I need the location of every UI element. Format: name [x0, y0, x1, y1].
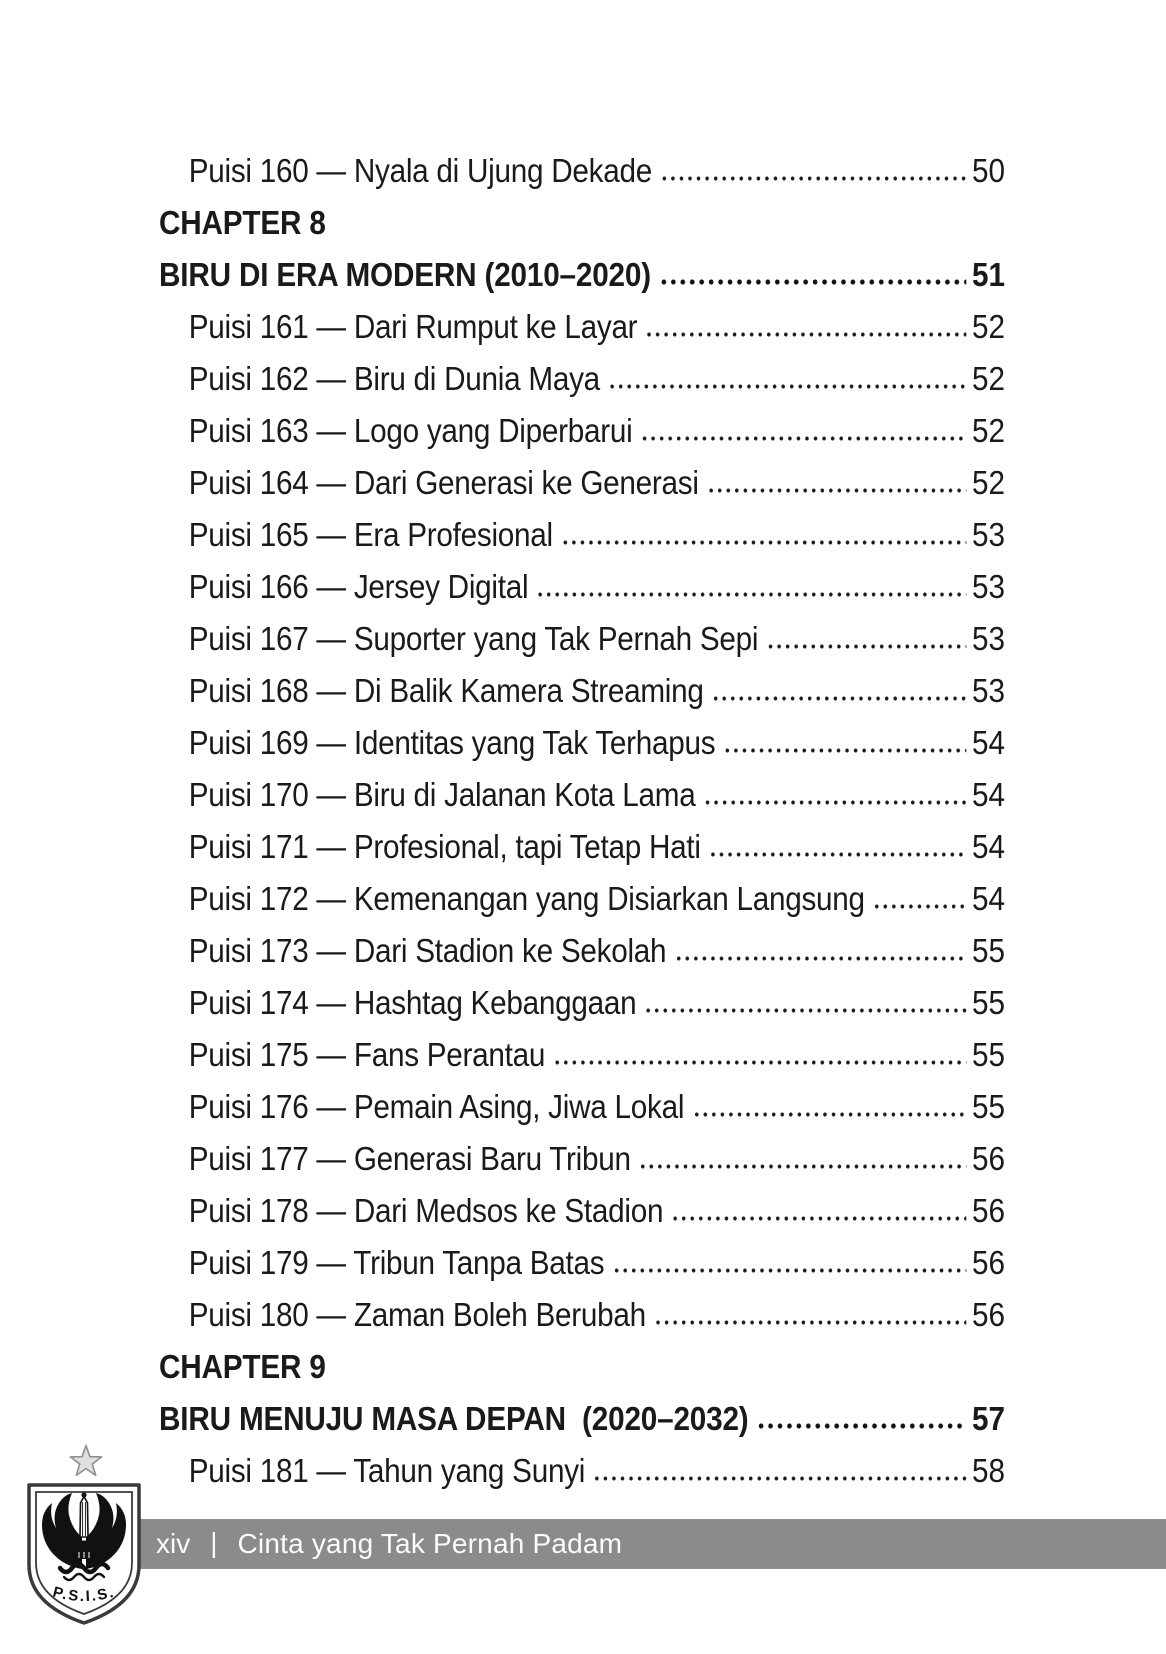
- toc-row-label: Puisi 162 — Biru di Dunia Maya: [188, 360, 600, 397]
- toc-row-label: BIRU MENUJU MASA DEPAN (2020–2032): [159, 1400, 749, 1437]
- dot-leader: [660, 278, 967, 286]
- toc-page-number: 56: [971, 1192, 1005, 1229]
- toc-page-number: 54: [971, 776, 1005, 813]
- logo-initials: P.S.I.S.: [51, 1583, 117, 1606]
- toc-row-label: Puisi 176 — Pemain Asing, Jiwa Lokal: [188, 1088, 685, 1125]
- dot-leader: [554, 1059, 966, 1066]
- dot-leader: [655, 1319, 967, 1326]
- toc-entry-row: [159, 509, 1005, 561]
- toc-entry-row: [159, 1081, 1005, 1133]
- toc-row-label: Puisi 170 — Biru di Jalanan Kota Lama: [188, 776, 696, 813]
- toc-entry-row: [159, 717, 1005, 769]
- toc-entry-row: [159, 1185, 1005, 1237]
- toc-page-number: 52: [971, 308, 1005, 345]
- toc-page-number: 56: [971, 1296, 1005, 1333]
- toc-page-number: 52: [971, 464, 1005, 501]
- toc-row-label: Puisi 172 — Kemenangan yang Disiarkan Langsung: [188, 880, 865, 917]
- toc-page-number: 53: [971, 516, 1005, 553]
- toc-row-label: Puisi 180 — Zaman Boleh Berubah: [188, 1296, 646, 1333]
- toc-page-number: 53: [971, 620, 1005, 657]
- toc-page-number: 56: [971, 1244, 1005, 1281]
- toc-page-number: 55: [971, 984, 1005, 1021]
- toc-entry-row: [159, 821, 1005, 873]
- toc-row-label: Puisi 166 — Jersey Digital: [188, 568, 529, 605]
- toc-page-number: 54: [971, 880, 1005, 917]
- toc-row-label: Puisi 175 — Fans Perantau: [188, 1036, 546, 1073]
- toc-page-number: 57: [971, 1400, 1005, 1437]
- dot-leader: [758, 1422, 967, 1430]
- footer-page-number: xiv: [156, 1528, 191, 1559]
- toc-page-number: 52: [971, 360, 1005, 397]
- dot-leader: [713, 695, 967, 702]
- toc-page-number: 54: [971, 828, 1005, 865]
- toc-row-label: Puisi 171 — Profesional, tapi Tetap Hati: [188, 828, 701, 865]
- dot-leader: [537, 591, 966, 598]
- toc-entry-row: [159, 925, 1005, 977]
- toc-row-label: Puisi 181 — Tahun yang Sunyi: [188, 1452, 586, 1489]
- toc-row-label: Puisi 177 — Generasi Baru Tribun: [188, 1140, 631, 1177]
- footer-book-title: Cinta yang Tak Pernah Padam: [237, 1528, 623, 1559]
- table-of-contents: [159, 145, 1005, 1497]
- toc-row-label: Puisi 168 — Di Balik Kamera Streaming: [188, 672, 704, 709]
- toc-entry-row: [159, 1029, 1005, 1081]
- psis-club-logo: [26, 1441, 142, 1631]
- dot-leader: [710, 851, 967, 858]
- toc-page-number: 50: [971, 152, 1005, 189]
- toc-row-label: Puisi 169 — Identitas yang Tak Terhapus: [188, 724, 716, 761]
- psis-crest-icon: [29, 1485, 139, 1623]
- dot-leader: [609, 383, 967, 390]
- dot-leader: [646, 331, 966, 338]
- toc-row-label: Puisi 174 — Hashtag Kebanggaan: [188, 984, 637, 1021]
- footer-separator: |: [210, 1527, 218, 1558]
- dot-leader: [613, 1267, 966, 1274]
- toc-entry-row: [159, 873, 1005, 925]
- toc-page-number: 55: [971, 1088, 1005, 1125]
- dot-leader: [672, 1215, 966, 1222]
- toc-row-label: Puisi 164 — Dari Generasi ke Generasi: [188, 464, 699, 501]
- toc-row-label: Puisi 178 — Dari Medsos ke Stadion: [188, 1192, 664, 1229]
- toc-row-label: Puisi 161 — Dari Rumput ke Layar: [188, 308, 638, 345]
- toc-chapter-label-row: [159, 197, 1005, 249]
- toc-page-number: 52: [971, 412, 1005, 449]
- toc-entry-row: [159, 769, 1005, 821]
- dot-leader: [724, 747, 966, 754]
- toc-chapter-label-row: [159, 1341, 1005, 1393]
- toc-row-label: CHAPTER 9: [159, 1348, 326, 1385]
- dot-leader: [594, 1475, 966, 1482]
- toc-entry-row: [159, 1445, 1005, 1497]
- dot-leader: [708, 487, 967, 494]
- toc-page-number: 53: [971, 672, 1005, 709]
- toc-row-label: BIRU DI ERA MODERN (2010–2020): [159, 256, 651, 293]
- dot-leader: [661, 175, 967, 182]
- dot-leader: [767, 643, 966, 650]
- toc-entry-row: [159, 353, 1005, 405]
- star-icon: [70, 1446, 101, 1476]
- toc-entry-row: [159, 1133, 1005, 1185]
- dot-leader: [640, 1163, 967, 1170]
- toc-page-number: 53: [971, 568, 1005, 605]
- toc-entry-row: [159, 613, 1005, 665]
- toc-chapter-title-row: [159, 249, 1005, 301]
- dot-leader: [693, 1111, 966, 1118]
- toc-row-label: Puisi 163 — Logo yang Diperbarui: [188, 412, 633, 449]
- toc-entry-row: [159, 977, 1005, 1029]
- toc-row-label: Puisi 179 — Tribun Tanpa Batas: [188, 1244, 605, 1281]
- toc-row-label: Puisi 160 — Nyala di Ujung Dekade: [188, 152, 652, 189]
- dot-leader: [645, 1007, 966, 1014]
- dot-leader: [704, 799, 966, 806]
- toc-entry-row: [159, 1237, 1005, 1289]
- toc-page-number: 51: [971, 256, 1005, 293]
- toc-entry-row: [159, 405, 1005, 457]
- toc-page-number: 55: [971, 932, 1005, 969]
- dot-leader: [874, 903, 967, 910]
- dot-leader: [675, 955, 966, 962]
- toc-entry-row: [159, 561, 1005, 613]
- toc-row-label: Puisi 173 — Dari Stadion ke Sekolah: [188, 932, 667, 969]
- toc-entry-row: [159, 665, 1005, 717]
- toc-entry-row: [159, 145, 1005, 197]
- toc-row-label: Puisi 167 — Suporter yang Tak Pernah Sepi: [188, 620, 759, 657]
- dot-leader: [562, 539, 967, 546]
- toc-entry-row: [159, 301, 1005, 353]
- toc-page-number: 54: [971, 724, 1005, 761]
- footer-bar: [122, 1519, 1166, 1569]
- toc-entry-row: [159, 1289, 1005, 1341]
- toc-chapter-title-row: [159, 1393, 1005, 1445]
- toc-entry-row: [159, 457, 1005, 509]
- toc-page-number: 58: [971, 1452, 1005, 1489]
- toc-page-number: 55: [971, 1036, 1005, 1073]
- toc-row-label: CHAPTER 8: [159, 204, 326, 241]
- dot-leader: [641, 435, 966, 442]
- toc-row-label: Puisi 165 — Era Profesional: [188, 516, 553, 553]
- toc-page-number: 56: [971, 1140, 1005, 1177]
